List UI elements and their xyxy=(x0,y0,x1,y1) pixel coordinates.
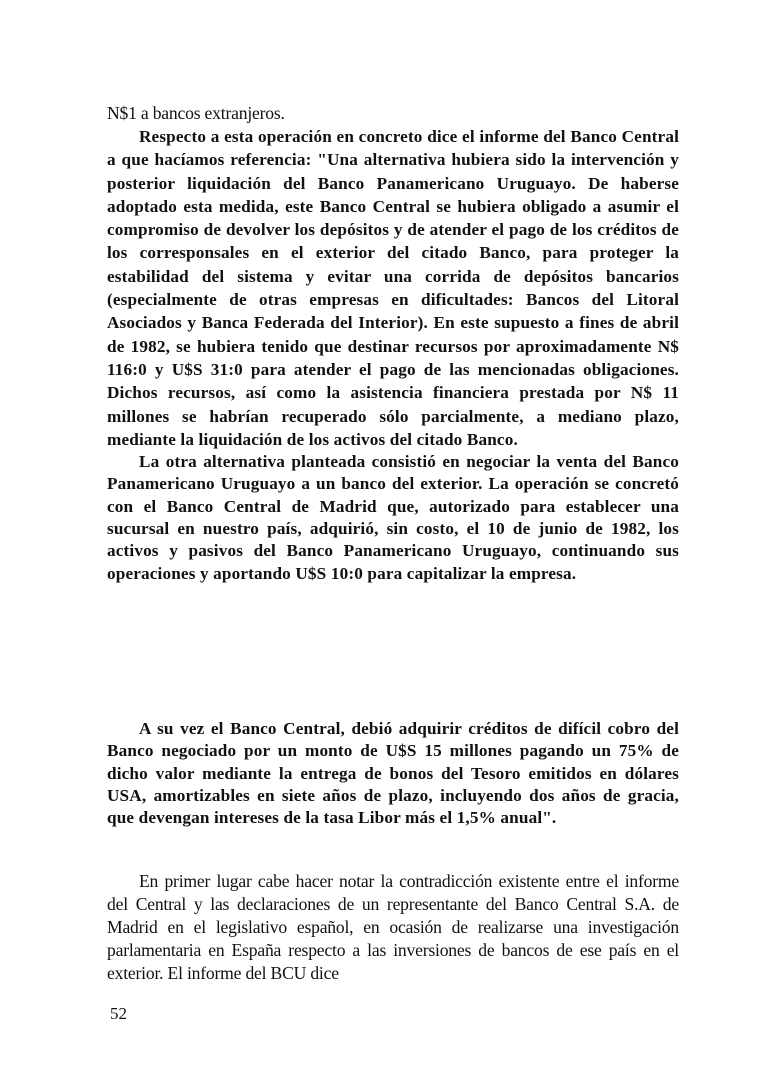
page-number: 52 xyxy=(110,1004,127,1023)
paragraph-report-intro xyxy=(107,125,679,451)
paragraph-central-bank-credits: A su vez el Banco Central, debió adquirir créditos de difícil cobro del Banco negociado por un monto de U$S 15 millones pagando un 75% de dicho valor mediante la entrega de bonos del Tesoro emitidos en dólares USA, amortizables en siete años de plazo, incluyendo dos años de gracia, que devengan intereses de la tasa Libor más el 1,5% anual". xyxy=(107,719,679,828)
report-quote-text: Respecto a esta operación en concreto dice el informe del Banco Central a que hacíamos referencia: "Una alternativa hubiera sido la intervención y posterior liquidación del Banco Panamericano Uruguayo. De haberse adoptado esta medida, este Banco Central se hubiera obligado a asumir el compromiso de devolver los depósitos y de atender el pago de los créditos de los corresponsales en el exterior del citado Banco, para proteger la estabilidad del sistema y evitar una corrida de depósitos bancarios (especialmente de otras empresas en dificultades: Bancos del Litoral Asociados y Banca Federada del Interior). En este supuesto a fines de abril de 1982, se hubiera tenido que destinar recursos por aproximadamente N$ 116:0 y U$S 31:0 para atender el pago de las mencionadas obligaciones. Dichos recursos, así como la asistencia financiera prestada por N$ 11 millones se habrían recuperado sólo parcialmente, a mediano plazo, mediante la liquidación de los activos del citado Banco. xyxy=(107,127,679,449)
text-block-lower xyxy=(107,870,679,985)
paragraph-second-alternative: La otra alternativa planteada consistió en negociar la venta del Banco Panamericano Uruguayo a un banco del exterior. La operación se concretó con el Banco Central de Madrid que, autorizado para establecer una sucursal en nuestro país, adquirió, sin costo, el 10 de junio de 1982, los activos y pasivos del Banco Panamericano Uruguayo, continuando sus operaciones y aportando U$S 10:0 para capitalizar la empresa. xyxy=(107,452,679,583)
paragraph-continuation: N$1 a bancos extranjeros. xyxy=(107,103,285,123)
text-block-upper xyxy=(107,102,679,585)
text-block-middle xyxy=(107,718,679,829)
paragraph-contradiction: En primer lugar cabe hacer notar la contradicción existente entre el informe del Central y las declaraciones de un representante del Banco Central S.A. de Madrid en el legislativo español, en ocasión de realizarse una investigación parlamentaria en España respecto a las inversiones de bancos de ese país en el exterior. El informe del BCU dice xyxy=(107,871,679,983)
